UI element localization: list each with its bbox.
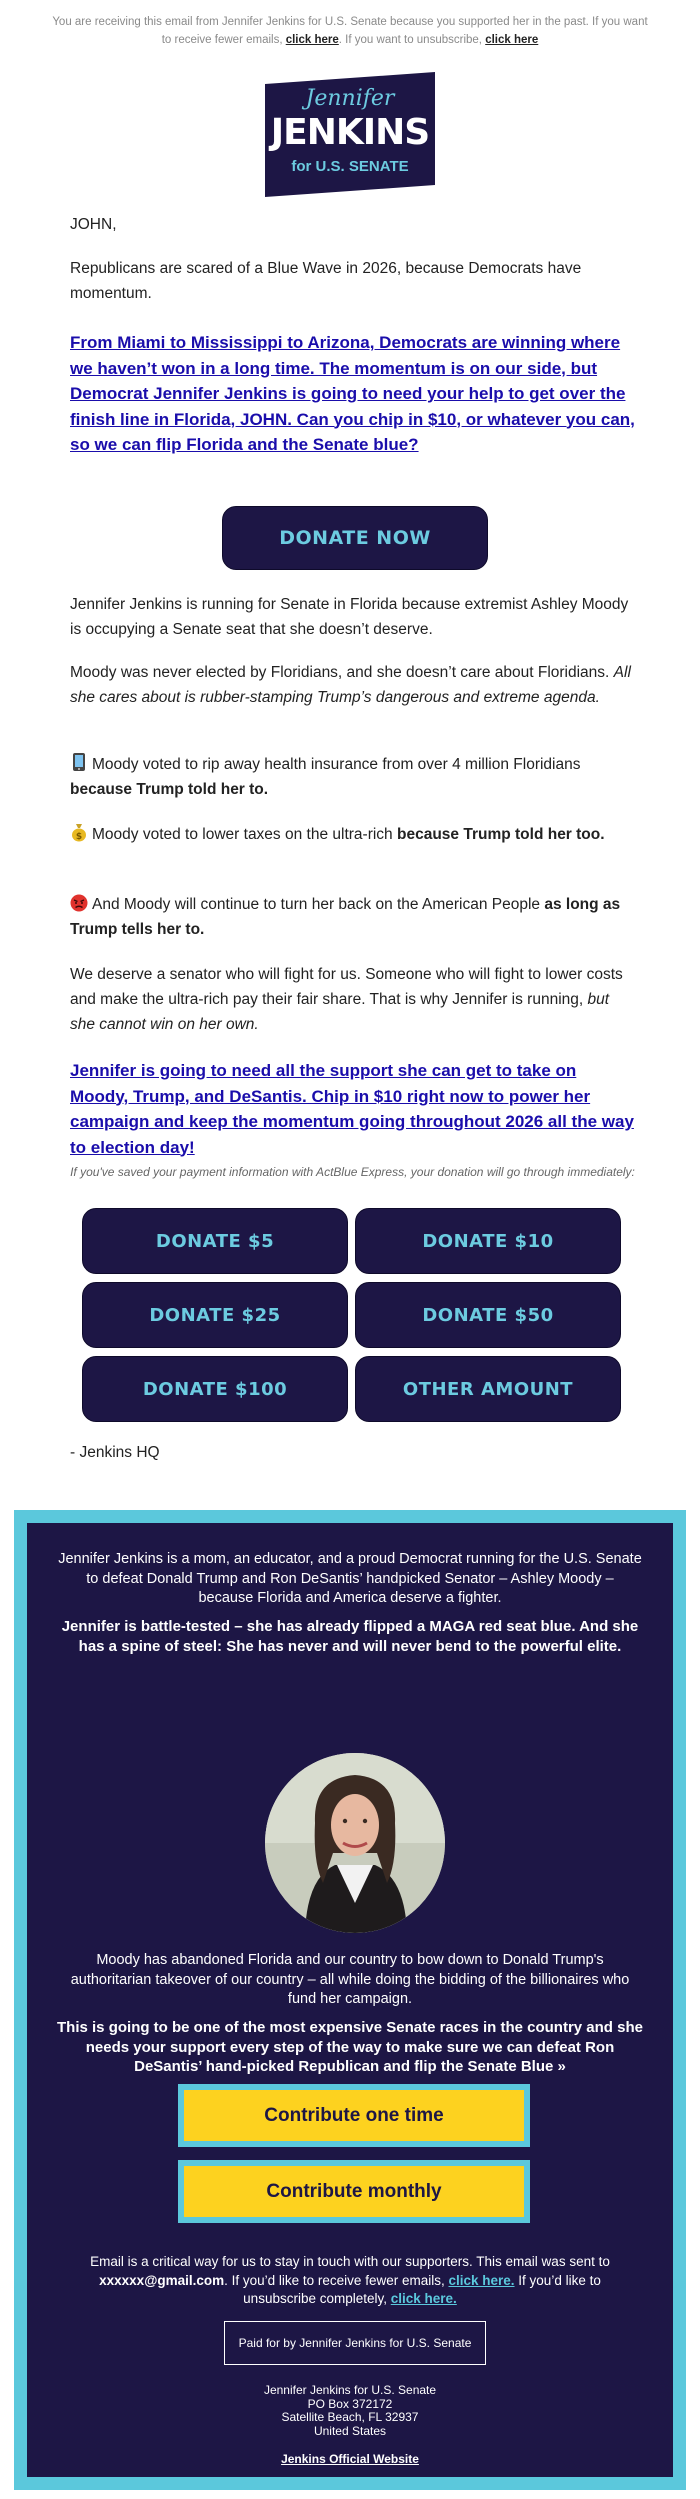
address-line-2: PO Box 372172: [307, 2396, 393, 2411]
bullet-taxes-text: Moody voted to lower taxes on the ultra-rich: [92, 826, 393, 843]
footer-bio: Jennifer Jenkins is a mom, an educator, and a proud Democrat running for the U.S. Senate to defeat Donald Trump and Ron DeSantis’ handpicked Senator – Ashley Moody – because Florida and America deserve a fighter.: [58, 1551, 642, 1606]
address-line-4: United States: [313, 2423, 387, 2438]
donate-link-paragraph-1[interactable]: From Miami to Mississippi to Arizona, Democrats are winning where we haven’t won in a long time. The momentum is on our side, but Democrat Jennifer Jenkins is going to need your help to get over the finish line in Florida, JOHN. Can you chip in $10, or whatever you can, so we can flip Florida and the Senate blue?: [70, 333, 635, 454]
contribute-monthly-label: Contribute monthly: [184, 2166, 524, 2217]
footer-fewer-emails-link[interactable]: click here.: [448, 2272, 515, 2288]
contribute-one-time-button[interactable]: [178, 2084, 530, 2147]
logo-script-text: Jennifer: [305, 86, 395, 111]
footer-battle-tested: Jennifer is battle-tested – she has already flipped a MAGA red seat blue. And she has a spine of steel: She has never and will never bend to the powerful elite.: [61, 1618, 639, 1655]
deserve-paragraph: [70, 962, 635, 1037]
bullet-people-text: And Moody will continue to turn her back on the American People: [92, 896, 541, 913]
donate-link-paragraph-2[interactable]: Jennifer is going to need all the support she can get to take on Moody, Trump, and DeSantis. Chip in $10 right now to power her campaign and keep the momentum going throughout 2026 all the way to election day!: [70, 1061, 634, 1157]
bullet-health-text: Moody voted to rip away health insurance from over 4 million Floridians: [92, 756, 581, 773]
actblue-note: If you've saved your payment information with ActBlue Express, your donation will go through immediately:: [70, 1165, 635, 1179]
contribute-monthly-button[interactable]: [178, 2160, 530, 2223]
greeting: JOHN,: [70, 216, 117, 233]
unsubscribe-link[interactable]: click here: [485, 34, 539, 46]
moody-text: Moody was never elected by Floridians, and she doesn’t care about Floridians.: [70, 664, 610, 681]
donate-50-button[interactable]: DONATE $50: [355, 1282, 621, 1348]
email-note-a: Email is a critical way for us to stay in touch with our supporters. This email was sent to: [90, 2254, 610, 2269]
deserve-italic-text: but she cannot win on her own.: [70, 991, 610, 1033]
footer-expensive[interactable]: This is going to be one of the most expensive Senate races in the country and she needs your support every step of the way to make sure we can defeat Ron DeSantis’ hand-picked Republican and flip the Senate Blue »: [57, 2019, 643, 2075]
donate-5-button[interactable]: DONATE $5: [82, 1208, 348, 1274]
running-paragraph: Jennifer Jenkins is running for Senate in Florida because extremist Ashley Moody is occupying a Senate seat that she doesn’t deserve.: [70, 596, 629, 638]
logo-main-text: JENKINS: [270, 112, 430, 153]
email-note-b: . If you’d like to receive fewer emails,: [224, 2272, 445, 2288]
intro-paragraph: Republicans are scared of a Blue Wave in 2026, because Democrats have momentum.: [70, 260, 582, 302]
svg-text:$: $: [75, 832, 83, 842]
paid-for-box: Paid for by Jennifer Jenkins for U.S. Senate: [224, 2321, 486, 2365]
angry-face-icon: [70, 894, 88, 912]
contribute-one-time-label: Contribute one time: [184, 2090, 524, 2141]
logo-sub-text: for U.S. SENATE: [291, 158, 409, 175]
donate-25-button[interactable]: DONATE $25: [82, 1282, 348, 1348]
donate-100-button[interactable]: DONATE $100: [82, 1356, 348, 1422]
moody-paragraph: [70, 660, 635, 710]
mobile-phone-icon: [70, 752, 88, 772]
bullet-taxes-bold: because Trump told her too.: [397, 826, 605, 843]
bullet-people: [70, 892, 635, 942]
footer-abandoned: Moody has abandoned Florida and our country to bow down to Donald Trump's authoritarian takeover of our country – all while doing the bidding of the billionaires who fund her campaign.: [70, 1952, 630, 2007]
donate-10-button[interactable]: DONATE $10: [355, 1208, 621, 1274]
email-address: xxxxxx@gmail.com: [99, 2272, 225, 2288]
deserve-text: We deserve a senator who will fight for us. Someone who will fight to lower costs and make the ultra-rich pay their fair share. That is why Jennifer is running,: [70, 966, 623, 1008]
preheader-middle: . If you want to unsubscribe,: [338, 34, 482, 46]
mailing-address: [0, 2384, 700, 2438]
bullet-health: [70, 752, 635, 802]
official-website-link[interactable]: Jenkins Official Website: [281, 2452, 419, 2466]
bullet-health-bold: because Trump told her to.: [70, 781, 269, 798]
address-line-1: Jennifer Jenkins for U.S. Senate: [263, 2383, 437, 2397]
website-link-wrap: [0, 2452, 700, 2466]
fewer-emails-link[interactable]: click here: [285, 34, 339, 46]
bullet-taxes: [70, 822, 635, 847]
preheader: [50, 13, 650, 49]
signoff: - Jenkins HQ: [70, 1444, 160, 1461]
address-line-3: Satellite Beach, FL 32937: [281, 2410, 419, 2424]
footer-email-note: [85, 2253, 615, 2309]
footer-unsubscribe-link[interactable]: click here.: [390, 2291, 457, 2306]
email-note-c: If you’d like to unsubscribe completely,: [243, 2272, 601, 2306]
bullet-people-bold: as long as Trump tells her to.: [70, 896, 621, 938]
campaign-logo[interactable]: [265, 72, 435, 197]
preheader-text: You are receiving this email from Jennifer Jenkins for U.S. Senate because you supported her in the past. If you want to receive fewer emails,: [52, 16, 648, 46]
moody-italic-text: All she cares about is rubber-stamping Trump’s dangerous and extreme agenda.: [70, 664, 631, 706]
money-bag-icon: [70, 822, 88, 842]
other-amount-button[interactable]: OTHER AMOUNT: [355, 1356, 621, 1422]
donate-now-button[interactable]: DONATE NOW: [222, 506, 488, 570]
candidate-photo: [265, 1753, 445, 1933]
